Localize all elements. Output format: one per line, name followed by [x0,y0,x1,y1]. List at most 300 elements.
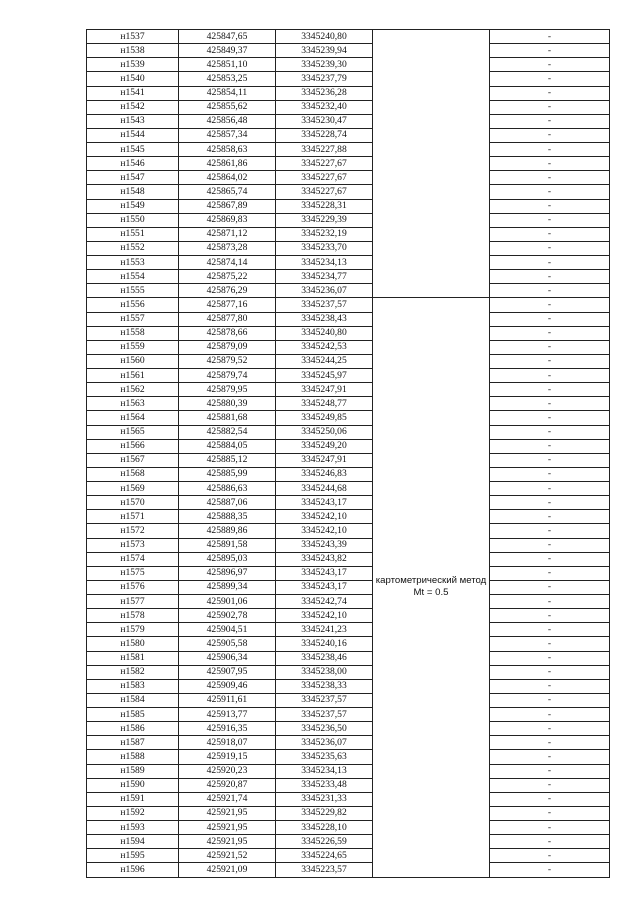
note-cell: - [490,44,610,58]
table-row [87,792,610,806]
point-name-cell: н1578 [87,609,179,623]
x-coordinate-cell: 425899,34 [179,580,276,594]
x-coordinate-cell: 425855,62 [179,100,276,114]
x-coordinate-cell: 425918,07 [179,736,276,750]
point-name-cell: н1572 [87,524,179,538]
table-row [87,397,610,411]
y-coordinate-cell: 3345238,33 [276,679,373,693]
point-name-cell: н1551 [87,227,179,241]
y-coordinate-cell: 3345238,46 [276,651,373,665]
point-name-cell: н1541 [87,86,179,100]
point-name-cell: н1579 [87,623,179,637]
x-coordinate-cell: 425889,86 [179,524,276,538]
x-coordinate-cell: 425879,09 [179,340,276,354]
point-name-cell: н1540 [87,72,179,86]
note-cell: - [490,453,610,467]
y-coordinate-cell: 3345227,67 [276,185,373,199]
table-row [87,637,610,651]
x-coordinate-cell: 425885,99 [179,467,276,481]
note-cell: - [490,764,610,778]
y-coordinate-cell: 3345227,88 [276,143,373,157]
table-row [87,383,610,397]
x-coordinate-cell: 425874,14 [179,256,276,270]
note-cell: - [490,439,610,453]
y-coordinate-cell: 3345247,91 [276,383,373,397]
y-coordinate-cell: 3345235,63 [276,750,373,764]
table-row [87,425,610,439]
x-coordinate-cell: 425921,95 [179,821,276,835]
point-name-cell: н1557 [87,312,179,326]
point-name-cell: н1584 [87,693,179,707]
x-coordinate-cell: 425885,12 [179,453,276,467]
table-row [87,114,610,128]
y-coordinate-cell: 3345240,80 [276,30,373,44]
note-cell: - [490,86,610,100]
point-name-cell: н1537 [87,30,179,44]
x-coordinate-cell: 425857,34 [179,128,276,142]
note-cell: - [490,256,610,270]
x-coordinate-cell: 425877,80 [179,312,276,326]
table-row [87,566,610,580]
table-row [87,609,610,623]
x-coordinate-cell: 425891,58 [179,538,276,552]
x-coordinate-cell: 425905,58 [179,637,276,651]
note-cell: - [490,736,610,750]
table-row [87,778,610,792]
table-row [87,552,610,566]
x-coordinate-cell: 425921,09 [179,863,276,877]
note-cell: - [490,623,610,637]
table-row [87,651,610,665]
table-row [87,623,610,637]
x-coordinate-cell: 425871,12 [179,227,276,241]
note-cell: - [490,30,610,44]
point-name-cell: н1560 [87,354,179,368]
y-coordinate-cell: 3345236,50 [276,722,373,736]
y-coordinate-cell: 3345237,79 [276,72,373,86]
y-coordinate-cell: 3345236,07 [276,284,373,298]
x-coordinate-cell: 425920,87 [179,778,276,792]
table-row [87,199,610,213]
x-coordinate-cell: 425875,22 [179,270,276,284]
coordinates-table [86,29,610,878]
table-row [87,58,610,72]
table-row [87,100,610,114]
table-row [87,241,610,255]
x-coordinate-cell: 425909,46 [179,679,276,693]
table-row [87,44,610,58]
table-row [87,736,610,750]
x-coordinate-cell: 425865,74 [179,185,276,199]
note-cell: - [490,750,610,764]
table-row [87,30,610,44]
point-name-cell: н1588 [87,750,179,764]
table-row [87,157,610,171]
y-coordinate-cell: 3345243,39 [276,538,373,552]
note-cell: - [490,552,610,566]
table-row [87,72,610,86]
x-coordinate-cell: 425847,65 [179,30,276,44]
method-cell-upper [373,30,490,298]
x-coordinate-cell: 425873,28 [179,241,276,255]
point-name-cell: н1571 [87,510,179,524]
point-name-cell: н1554 [87,270,179,284]
point-name-cell: н1574 [87,552,179,566]
table-row [87,439,610,453]
y-coordinate-cell: 3345239,30 [276,58,373,72]
note-cell: - [490,722,610,736]
table-row [87,510,610,524]
y-coordinate-cell: 3345245,97 [276,369,373,383]
table-row [87,128,610,142]
note-cell: - [490,849,610,863]
table-row [87,256,610,270]
y-coordinate-cell: 3345232,19 [276,227,373,241]
coordinates-table-body [87,30,610,878]
point-name-cell: н1558 [87,326,179,340]
note-cell: - [490,298,610,312]
table-row [87,524,610,538]
y-coordinate-cell: 3345237,57 [276,298,373,312]
note-cell: - [490,143,610,157]
y-coordinate-cell: 3345236,28 [276,86,373,100]
note-cell: - [490,609,610,623]
y-coordinate-cell: 3345242,53 [276,340,373,354]
point-name-cell: н1542 [87,100,179,114]
method-cell-lower [373,298,490,877]
x-coordinate-cell: 425921,52 [179,849,276,863]
note-cell: - [490,792,610,806]
y-coordinate-cell: 3345226,59 [276,835,373,849]
note-cell: - [490,665,610,679]
note-cell: - [490,72,610,86]
table-row [87,595,610,609]
note-cell: - [490,312,610,326]
x-coordinate-cell: 425854,11 [179,86,276,100]
x-coordinate-cell: 425853,25 [179,72,276,86]
x-coordinate-cell: 425916,35 [179,722,276,736]
note-cell: - [490,100,610,114]
table-row [87,538,610,552]
y-coordinate-cell: 3345249,20 [276,439,373,453]
note-cell: - [490,58,610,72]
note-cell: - [490,157,610,171]
note-cell: - [490,496,610,510]
x-coordinate-cell: 425878,66 [179,326,276,340]
table-row [87,863,610,877]
point-name-cell: н1550 [87,213,179,227]
point-name-cell: н1539 [87,58,179,72]
y-coordinate-cell: 3345238,43 [276,312,373,326]
note-cell: - [490,835,610,849]
method-lower-text: картометрический метод Mt = 0.5 [375,575,487,599]
x-coordinate-cell: 425884,05 [179,439,276,453]
y-coordinate-cell: 3345239,94 [276,44,373,58]
table-row [87,835,610,849]
x-coordinate-cell: 425880,39 [179,397,276,411]
x-coordinate-cell: 425879,74 [179,369,276,383]
point-name-cell: н1587 [87,736,179,750]
y-coordinate-cell: 3345243,17 [276,566,373,580]
table-row [87,369,610,383]
point-name-cell: н1552 [87,241,179,255]
table-row [87,665,610,679]
y-coordinate-cell: 3345241,23 [276,623,373,637]
note-cell: - [490,383,610,397]
y-coordinate-cell: 3345238,00 [276,665,373,679]
point-name-cell: н1555 [87,284,179,298]
point-name-cell: н1570 [87,496,179,510]
point-name-cell: н1577 [87,595,179,609]
point-name-cell: н1596 [87,863,179,877]
point-name-cell: н1591 [87,792,179,806]
note-cell: - [490,199,610,213]
x-coordinate-cell: 425888,35 [179,510,276,524]
table-row [87,693,610,707]
y-coordinate-cell: 3345242,74 [276,595,373,609]
note-cell: - [490,821,610,835]
note-cell: - [490,595,610,609]
x-coordinate-cell: 425876,29 [179,284,276,298]
point-name-cell: н1563 [87,397,179,411]
note-cell: - [490,863,610,877]
point-name-cell: н1556 [87,298,179,312]
point-name-cell: н1547 [87,171,179,185]
x-coordinate-cell: 425907,95 [179,665,276,679]
x-coordinate-cell: 425879,52 [179,354,276,368]
x-coordinate-cell: 425919,15 [179,750,276,764]
x-coordinate-cell: 425913,77 [179,708,276,722]
table-row [87,722,610,736]
note-cell: - [490,227,610,241]
table-row [87,764,610,778]
point-name-cell: н1568 [87,467,179,481]
table-row [87,86,610,100]
table-row [87,185,610,199]
y-coordinate-cell: 3345233,48 [276,778,373,792]
x-coordinate-cell: 425887,06 [179,496,276,510]
table-row [87,679,610,693]
note-cell: - [490,708,610,722]
point-name-cell: н1559 [87,340,179,354]
note-cell: - [490,679,610,693]
table-row [87,453,610,467]
point-name-cell: н1594 [87,835,179,849]
note-cell: - [490,482,610,496]
table-row [87,750,610,764]
point-name-cell: н1561 [87,369,179,383]
y-coordinate-cell: 3345244,25 [276,354,373,368]
x-coordinate-cell: 425851,10 [179,58,276,72]
y-coordinate-cell: 3345242,10 [276,524,373,538]
table-row [87,213,610,227]
note-cell: - [490,171,610,185]
point-name-cell: н1553 [87,256,179,270]
y-coordinate-cell: 3345224,65 [276,849,373,863]
point-name-cell: н1565 [87,425,179,439]
note-cell: - [490,693,610,707]
x-coordinate-cell: 425861,86 [179,157,276,171]
table-row [87,806,610,820]
x-coordinate-cell: 425849,37 [179,44,276,58]
note-cell: - [490,326,610,340]
y-coordinate-cell: 3345250,06 [276,425,373,439]
point-name-cell: н1562 [87,383,179,397]
table-row [87,482,610,496]
note-cell: - [490,369,610,383]
y-coordinate-cell: 3345228,31 [276,199,373,213]
x-coordinate-cell: 425895,03 [179,552,276,566]
point-name-cell: н1564 [87,411,179,425]
y-coordinate-cell: 3345247,91 [276,453,373,467]
table-row [87,849,610,863]
x-coordinate-cell: 425877,16 [179,298,276,312]
x-coordinate-cell: 425921,95 [179,835,276,849]
note-cell: - [490,425,610,439]
y-coordinate-cell: 3345233,70 [276,241,373,255]
point-name-cell: н1538 [87,44,179,58]
point-name-cell: н1545 [87,143,179,157]
x-coordinate-cell: 425921,74 [179,792,276,806]
x-coordinate-cell: 425867,89 [179,199,276,213]
note-cell: - [490,467,610,481]
y-coordinate-cell: 3345234,13 [276,256,373,270]
point-name-cell: н1548 [87,185,179,199]
x-coordinate-cell: 425881,68 [179,411,276,425]
point-name-cell: н1580 [87,637,179,651]
table-row [87,411,610,425]
y-coordinate-cell: 3345223,57 [276,863,373,877]
note-cell: - [490,241,610,255]
x-coordinate-cell: 425864,02 [179,171,276,185]
x-coordinate-cell: 425911,61 [179,693,276,707]
point-name-cell: н1567 [87,453,179,467]
x-coordinate-cell: 425882,54 [179,425,276,439]
table-row [87,580,610,594]
x-coordinate-cell: 425896,97 [179,566,276,580]
x-coordinate-cell: 425886,63 [179,482,276,496]
x-coordinate-cell: 425856,48 [179,114,276,128]
y-coordinate-cell: 3345244,68 [276,482,373,496]
note-cell: - [490,340,610,354]
note-cell: - [490,637,610,651]
x-coordinate-cell: 425921,95 [179,806,276,820]
point-name-cell: н1582 [87,665,179,679]
x-coordinate-cell: 425879,95 [179,383,276,397]
point-name-cell: н1566 [87,439,179,453]
table-row [87,340,610,354]
point-name-cell: н1592 [87,806,179,820]
note-cell: - [490,185,610,199]
y-coordinate-cell: 3345229,82 [276,806,373,820]
point-name-cell: н1586 [87,722,179,736]
table-row [87,227,610,241]
table-row [87,284,610,298]
note-cell: - [490,510,610,524]
note-cell: - [490,806,610,820]
point-name-cell: н1544 [87,128,179,142]
y-coordinate-cell: 3345237,57 [276,693,373,707]
note-cell: - [490,651,610,665]
point-name-cell: н1595 [87,849,179,863]
note-cell: - [490,566,610,580]
note-cell: - [490,397,610,411]
x-coordinate-cell: 425902,78 [179,609,276,623]
note-cell: - [490,213,610,227]
table-row [87,143,610,157]
table-row [87,171,610,185]
note-cell: - [490,354,610,368]
y-coordinate-cell: 3345227,67 [276,157,373,171]
x-coordinate-cell: 425906,34 [179,651,276,665]
point-name-cell: н1576 [87,580,179,594]
table-row [87,270,610,284]
y-coordinate-cell: 3345227,67 [276,171,373,185]
x-coordinate-cell: 425920,23 [179,764,276,778]
y-coordinate-cell: 3345249,85 [276,411,373,425]
point-name-cell: н1589 [87,764,179,778]
point-name-cell: н1575 [87,566,179,580]
y-coordinate-cell: 3345240,80 [276,326,373,340]
x-coordinate-cell: 425904,51 [179,623,276,637]
point-name-cell: н1546 [87,157,179,171]
note-cell: - [490,524,610,538]
point-name-cell: н1573 [87,538,179,552]
table-row [87,326,610,340]
y-coordinate-cell: 3345237,57 [276,708,373,722]
point-name-cell: н1569 [87,482,179,496]
table-row [87,312,610,326]
point-name-cell: н1593 [87,821,179,835]
table-row [87,496,610,510]
point-name-cell: н1585 [87,708,179,722]
table-row [87,354,610,368]
table-row [87,298,610,312]
point-name-cell: н1549 [87,199,179,213]
note-cell: - [490,580,610,594]
y-coordinate-cell: 3345248,77 [276,397,373,411]
y-coordinate-cell: 3345232,40 [276,100,373,114]
y-coordinate-cell: 3345228,10 [276,821,373,835]
note-cell: - [490,538,610,552]
point-name-cell: н1583 [87,679,179,693]
x-coordinate-cell: 425858,63 [179,143,276,157]
y-coordinate-cell: 3345236,07 [276,736,373,750]
y-coordinate-cell: 3345228,74 [276,128,373,142]
y-coordinate-cell: 3345242,10 [276,609,373,623]
y-coordinate-cell: 3345234,13 [276,764,373,778]
y-coordinate-cell: 3345243,17 [276,580,373,594]
y-coordinate-cell: 3345243,17 [276,496,373,510]
point-name-cell: н1590 [87,778,179,792]
x-coordinate-cell: 425869,83 [179,213,276,227]
y-coordinate-cell: 3345230,47 [276,114,373,128]
table-row [87,467,610,481]
note-cell: - [490,778,610,792]
note-cell: - [490,284,610,298]
y-coordinate-cell: 3345242,10 [276,510,373,524]
y-coordinate-cell: 3345240,16 [276,637,373,651]
y-coordinate-cell: 3345231,33 [276,792,373,806]
note-cell: - [490,128,610,142]
note-cell: - [490,114,610,128]
note-cell: - [490,411,610,425]
x-coordinate-cell: 425901,06 [179,595,276,609]
y-coordinate-cell: 3345234,77 [276,270,373,284]
y-coordinate-cell: 3345246,83 [276,467,373,481]
y-coordinate-cell: 3345243,82 [276,552,373,566]
point-name-cell: н1581 [87,651,179,665]
